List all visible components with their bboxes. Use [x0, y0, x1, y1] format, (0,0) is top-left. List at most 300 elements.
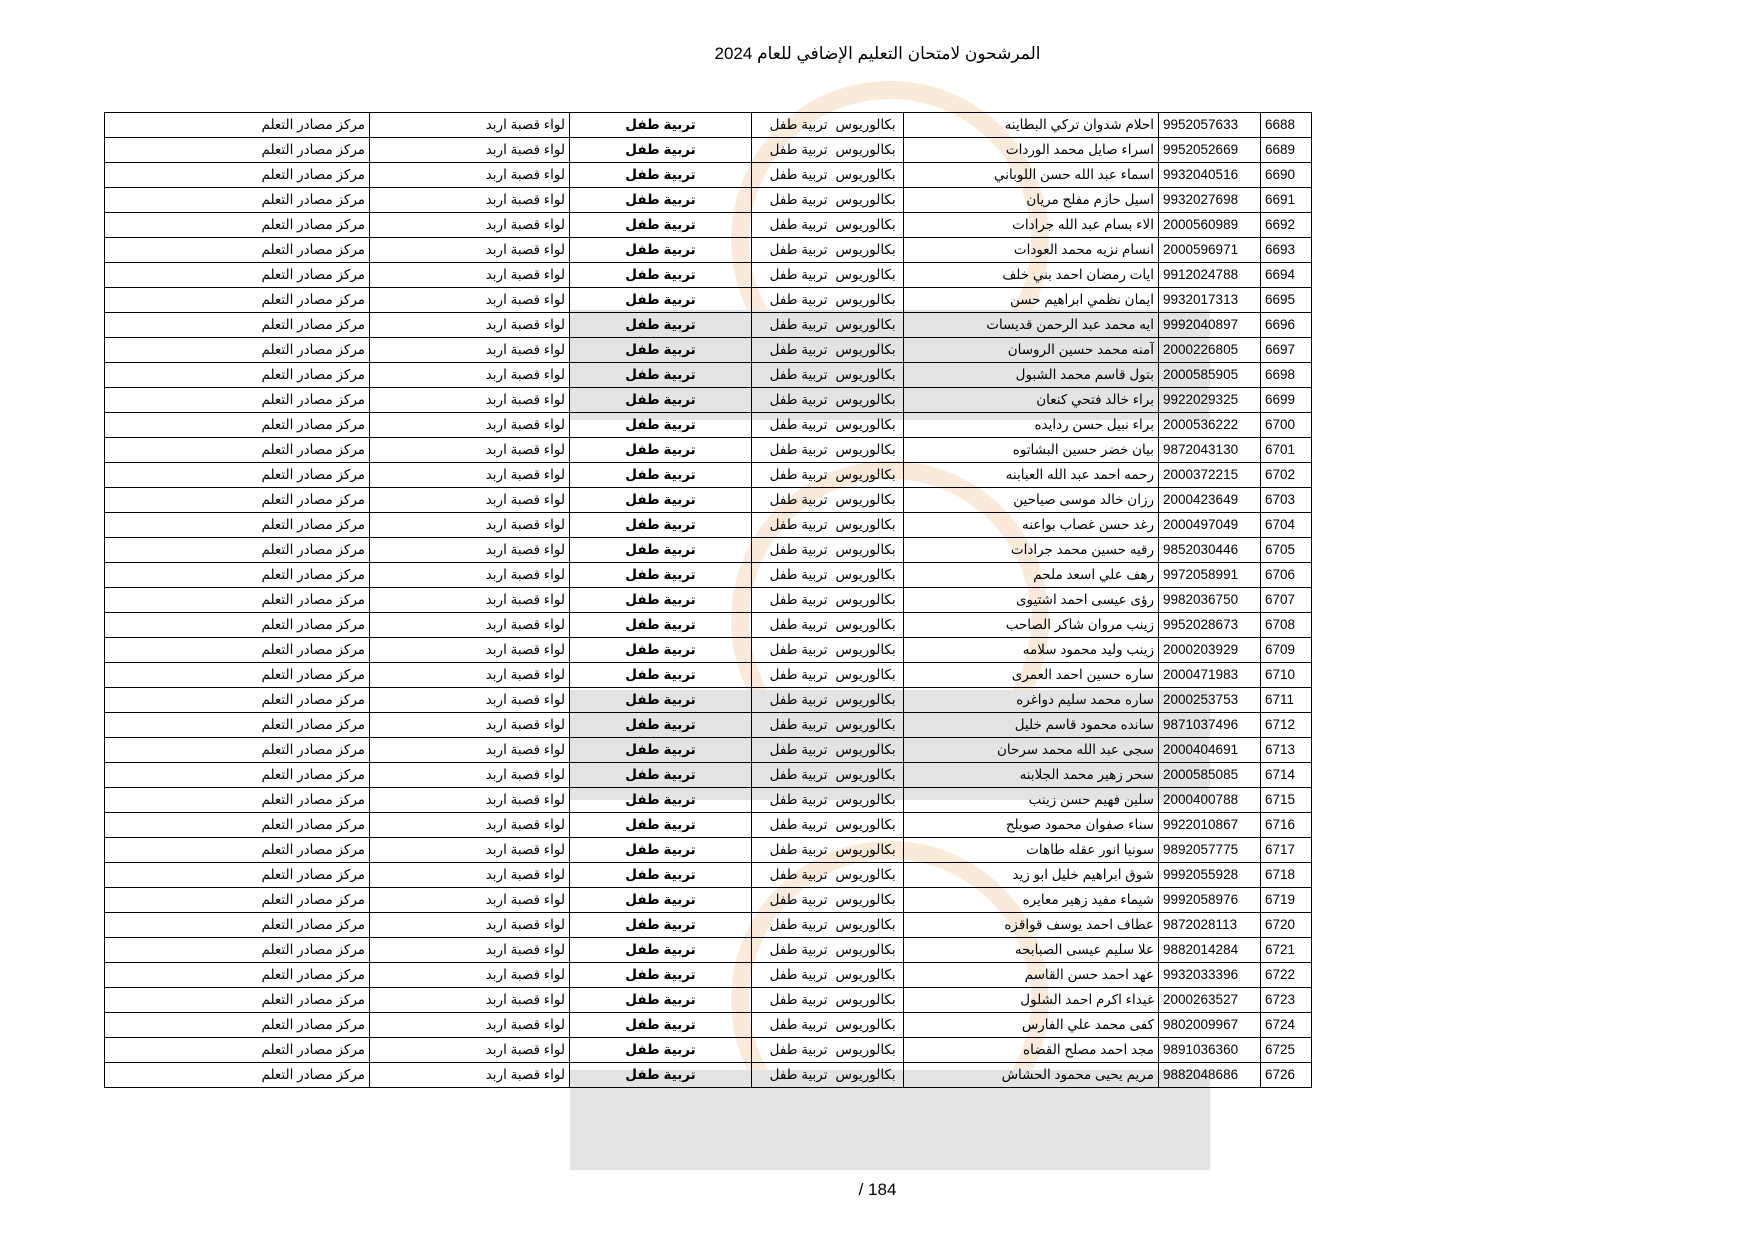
cell-district: لواء قصبة اربد: [370, 338, 570, 363]
cell-num: 6715: [1261, 788, 1312, 813]
cell-center: مركز مصادر التعلم: [105, 138, 370, 163]
cell-name: غيداء اكرم احمد الشلول: [904, 988, 1159, 1013]
cell-degree: بكالوريوس: [832, 763, 904, 788]
cell-major: تربية طفل: [752, 888, 832, 913]
cell-num: 6703: [1261, 488, 1312, 513]
cell-seat: 2000585085: [1159, 763, 1261, 788]
cell-seat: 9952052669: [1159, 138, 1261, 163]
cell-degree: بكالوريوس: [832, 813, 904, 838]
cell-major: تربية طفل: [752, 363, 832, 388]
cell-spec: تربية طفل: [570, 638, 752, 663]
cell-major: تربية طفل: [752, 238, 832, 263]
cell-num: 6702: [1261, 463, 1312, 488]
cell-major: تربية طفل: [752, 763, 832, 788]
cell-seat: 9972058991: [1159, 563, 1261, 588]
cell-spec: تربية طفل: [570, 263, 752, 288]
cell-spec: تربية طفل: [570, 338, 752, 363]
cell-degree: بكالوريوس: [832, 288, 904, 313]
candidates-table: [104, 112, 1312, 1088]
table-row: [105, 288, 1312, 313]
cell-seat: 9891036360: [1159, 1038, 1261, 1063]
cell-num: 6723: [1261, 988, 1312, 1013]
table-row: [105, 338, 1312, 363]
cell-district: لواء قصبة اربد: [370, 1013, 570, 1038]
cell-spec: تربية طفل: [570, 563, 752, 588]
cell-degree: بكالوريوس: [832, 1013, 904, 1038]
cell-district: لواء قصبة اربد: [370, 963, 570, 988]
cell-center: مركز مصادر التعلم: [105, 863, 370, 888]
cell-district: لواء قصبة اربد: [370, 563, 570, 588]
table-row: [105, 763, 1312, 788]
cell-spec: تربية طفل: [570, 838, 752, 863]
cell-district: لواء قصبة اربد: [370, 538, 570, 563]
cell-seat: 9882014284: [1159, 938, 1261, 963]
cell-district: لواء قصبة اربد: [370, 863, 570, 888]
cell-seat: 2000423649: [1159, 488, 1261, 513]
cell-spec: تربية طفل: [570, 588, 752, 613]
cell-name: اسيل حازم مفلح مريان: [904, 188, 1159, 213]
cell-name: احلام شدوان تركي البطاينه: [904, 113, 1159, 138]
cell-num: 6693: [1261, 238, 1312, 263]
cell-center: مركز مصادر التعلم: [105, 538, 370, 563]
cell-district: لواء قصبة اربد: [370, 138, 570, 163]
cell-spec: تربية طفل: [570, 463, 752, 488]
cell-center: مركز مصادر التعلم: [105, 1013, 370, 1038]
cell-district: لواء قصبة اربد: [370, 263, 570, 288]
cell-major: تربية طفل: [752, 288, 832, 313]
cell-num: 6719: [1261, 888, 1312, 913]
cell-district: لواء قصبة اربد: [370, 313, 570, 338]
cell-major: تربية طفل: [752, 913, 832, 938]
cell-spec: تربية طفل: [570, 1063, 752, 1088]
cell-seat: 9932040516: [1159, 163, 1261, 188]
cell-district: لواء قصبة اربد: [370, 113, 570, 138]
cell-spec: تربية طفل: [570, 763, 752, 788]
cell-name: سجى عبد الله محمد سرحان: [904, 738, 1159, 763]
cell-spec: تربية طفل: [570, 963, 752, 988]
table-row: [105, 613, 1312, 638]
cell-num: 6709: [1261, 638, 1312, 663]
cell-spec: تربية طفل: [570, 413, 752, 438]
cell-num: 6698: [1261, 363, 1312, 388]
cell-seat: 9932027698: [1159, 188, 1261, 213]
cell-center: مركز مصادر التعلم: [105, 813, 370, 838]
cell-seat: 9882048686: [1159, 1063, 1261, 1088]
cell-name: اسراء صايل محمد الوردات: [904, 138, 1159, 163]
cell-degree: بكالوريوس: [832, 1038, 904, 1063]
table-row: [105, 438, 1312, 463]
cell-district: لواء قصبة اربد: [370, 1038, 570, 1063]
cell-degree: بكالوريوس: [832, 888, 904, 913]
cell-degree: بكالوريوس: [832, 313, 904, 338]
cell-center: مركز مصادر التعلم: [105, 1038, 370, 1063]
cell-center: مركز مصادر التعلم: [105, 463, 370, 488]
cell-num: 6689: [1261, 138, 1312, 163]
cell-major: تربية طفل: [752, 838, 832, 863]
cell-degree: بكالوريوس: [832, 538, 904, 563]
cell-num: 6700: [1261, 413, 1312, 438]
cell-major: تربية طفل: [752, 613, 832, 638]
cell-district: لواء قصبة اربد: [370, 213, 570, 238]
cell-name: شوق ابراهيم خليل ابو زيد: [904, 863, 1159, 888]
cell-degree: بكالوريوس: [832, 238, 904, 263]
cell-num: 6720: [1261, 913, 1312, 938]
table-row: [105, 513, 1312, 538]
cell-center: مركز مصادر التعلم: [105, 963, 370, 988]
table-row: [105, 488, 1312, 513]
table-row: [105, 113, 1312, 138]
cell-major: تربية طفل: [752, 938, 832, 963]
cell-spec: تربية طفل: [570, 113, 752, 138]
cell-major: تربية طفل: [752, 113, 832, 138]
cell-major: تربية طفل: [752, 863, 832, 888]
cell-seat: 9892057775: [1159, 838, 1261, 863]
cell-num: 6706: [1261, 563, 1312, 588]
cell-name: رزان خالد موسى صياحين: [904, 488, 1159, 513]
cell-name: ايات رمضان احمد بني خلف: [904, 263, 1159, 288]
cell-spec: تربية طفل: [570, 738, 752, 763]
cell-center: مركز مصادر التعلم: [105, 113, 370, 138]
cell-district: لواء قصبة اربد: [370, 488, 570, 513]
cell-spec: تربية طفل: [570, 488, 752, 513]
cell-degree: بكالوريوس: [832, 213, 904, 238]
cell-spec: تربية طفل: [570, 613, 752, 638]
cell-major: تربية طفل: [752, 263, 832, 288]
cell-name: سناء صفوان محمود صويلح: [904, 813, 1159, 838]
cell-spec: تربية طفل: [570, 813, 752, 838]
cell-seat: 9922029325: [1159, 388, 1261, 413]
cell-spec: تربية طفل: [570, 138, 752, 163]
cell-degree: بكالوريوس: [832, 463, 904, 488]
cell-name: سحر زهير محمد الجلابنه: [904, 763, 1159, 788]
cell-center: مركز مصادر التعلم: [105, 713, 370, 738]
cell-spec: تربية طفل: [570, 988, 752, 1013]
cell-spec: تربية طفل: [570, 438, 752, 463]
cell-district: لواء قصبة اربد: [370, 988, 570, 1013]
cell-name: براء خالد فتحي كنعان: [904, 388, 1159, 413]
cell-seat: 2000203929: [1159, 638, 1261, 663]
cell-district: لواء قصبة اربد: [370, 588, 570, 613]
cell-major: تربية طفل: [752, 313, 832, 338]
cell-name: اسماء عبد الله حسن اللوباني: [904, 163, 1159, 188]
cell-district: لواء قصبة اربد: [370, 738, 570, 763]
cell-district: لواء قصبة اربد: [370, 713, 570, 738]
cell-name: مريم يحيى محمود الحشاش: [904, 1063, 1159, 1088]
cell-seat: 9852030446: [1159, 538, 1261, 563]
cell-degree: بكالوريوس: [832, 788, 904, 813]
cell-degree: بكالوريوس: [832, 863, 904, 888]
cell-district: لواء قصبة اربد: [370, 813, 570, 838]
cell-district: لواء قصبة اربد: [370, 438, 570, 463]
cell-major: تربية طفل: [752, 213, 832, 238]
cell-center: مركز مصادر التعلم: [105, 188, 370, 213]
cell-major: تربية طفل: [752, 663, 832, 688]
cell-major: تربية طفل: [752, 513, 832, 538]
cell-major: تربية طفل: [752, 388, 832, 413]
table-row: [105, 688, 1312, 713]
cell-center: مركز مصادر التعلم: [105, 988, 370, 1013]
cell-name: مجد احمد مصلح القضاه: [904, 1038, 1159, 1063]
cell-spec: تربية طفل: [570, 213, 752, 238]
cell-seat: 9952028673: [1159, 613, 1261, 638]
cell-seat: 2000400788: [1159, 788, 1261, 813]
table-row: [105, 138, 1312, 163]
cell-seat: 2000263527: [1159, 988, 1261, 1013]
cell-center: مركز مصادر التعلم: [105, 1063, 370, 1088]
cell-num: 6694: [1261, 263, 1312, 288]
cell-degree: بكالوريوس: [832, 363, 904, 388]
table-row: [105, 463, 1312, 488]
cell-num: 6718: [1261, 863, 1312, 888]
cell-center: مركز مصادر التعلم: [105, 388, 370, 413]
cell-seat: 9912024788: [1159, 263, 1261, 288]
cell-num: 6716: [1261, 813, 1312, 838]
cell-name: رهف علي اسعد ملحم: [904, 563, 1159, 588]
cell-district: لواء قصبة اربد: [370, 388, 570, 413]
table-row: [105, 913, 1312, 938]
cell-district: لواء قصبة اربد: [370, 413, 570, 438]
cell-major: تربية طفل: [752, 788, 832, 813]
cell-seat: 9932033396: [1159, 963, 1261, 988]
cell-seat: 9992058976: [1159, 888, 1261, 913]
cell-major: تربية طفل: [752, 988, 832, 1013]
cell-seat: 9982036750: [1159, 588, 1261, 613]
cell-district: لواء قصبة اربد: [370, 838, 570, 863]
cell-name: رغد حسن غصاب بواعنه: [904, 513, 1159, 538]
table-row: [105, 863, 1312, 888]
cell-name: سلين فهيم حسن زينب: [904, 788, 1159, 813]
table-row: [105, 663, 1312, 688]
cell-spec: تربية طفل: [570, 188, 752, 213]
cell-spec: تربية طفل: [570, 363, 752, 388]
cell-spec: تربية طفل: [570, 938, 752, 963]
cell-num: 6725: [1261, 1038, 1312, 1063]
cell-spec: تربية طفل: [570, 713, 752, 738]
cell-degree: بكالوريوس: [832, 413, 904, 438]
cell-center: مركز مصادر التعلم: [105, 938, 370, 963]
cell-district: لواء قصبة اربد: [370, 763, 570, 788]
cell-major: تربية طفل: [752, 638, 832, 663]
cell-center: مركز مصادر التعلم: [105, 413, 370, 438]
cell-seat: 9992040897: [1159, 313, 1261, 338]
cell-degree: بكالوريوس: [832, 663, 904, 688]
cell-num: 6701: [1261, 438, 1312, 463]
cell-seat: 9872028113: [1159, 913, 1261, 938]
cell-spec: تربية طفل: [570, 513, 752, 538]
cell-center: مركز مصادر التعلم: [105, 238, 370, 263]
table-row: [105, 363, 1312, 388]
cell-spec: تربية طفل: [570, 538, 752, 563]
cell-name: سونيا انور عقله طاهات: [904, 838, 1159, 863]
cell-name: علا سليم عيسى الصبابحه: [904, 938, 1159, 963]
cell-seat: 9932017313: [1159, 288, 1261, 313]
cell-major: تربية طفل: [752, 588, 832, 613]
table-row: [105, 588, 1312, 613]
cell-degree: بكالوريوس: [832, 138, 904, 163]
cell-district: لواء قصبة اربد: [370, 188, 570, 213]
cell-num: 6697: [1261, 338, 1312, 363]
cell-name: رحمه احمد عبد الله العبابنه: [904, 463, 1159, 488]
cell-num: 6717: [1261, 838, 1312, 863]
cell-center: مركز مصادر التعلم: [105, 163, 370, 188]
cell-name: سانده محمود قاسم خليل: [904, 713, 1159, 738]
cell-num: 6690: [1261, 163, 1312, 188]
cell-center: مركز مصادر التعلم: [105, 213, 370, 238]
table-row: [105, 538, 1312, 563]
cell-name: انسام نزيه محمد العودات: [904, 238, 1159, 263]
cell-degree: بكالوريوس: [832, 188, 904, 213]
cell-name: بيان خضر حسين البشاتوه: [904, 438, 1159, 463]
cell-num: 6722: [1261, 963, 1312, 988]
cell-name: عهد احمد حسن القاسم: [904, 963, 1159, 988]
cell-spec: تربية طفل: [570, 863, 752, 888]
cell-district: لواء قصبة اربد: [370, 513, 570, 538]
cell-degree: بكالوريوس: [832, 488, 904, 513]
cell-seat: 2000560989: [1159, 213, 1261, 238]
cell-seat: 9872043130: [1159, 438, 1261, 463]
cell-major: تربية طفل: [752, 1013, 832, 1038]
page-number: / 184: [858, 1180, 897, 1199]
cell-spec: تربية طفل: [570, 688, 752, 713]
cell-name: بتول قاسم محمد الشبول: [904, 363, 1159, 388]
cell-spec: تربية طفل: [570, 238, 752, 263]
cell-degree: بكالوريوس: [832, 988, 904, 1013]
cell-district: لواء قصبة اربد: [370, 688, 570, 713]
cell-district: لواء قصبة اربد: [370, 888, 570, 913]
cell-major: تربية طفل: [752, 713, 832, 738]
cell-district: لواء قصبة اربد: [370, 163, 570, 188]
cell-center: مركز مصادر التعلم: [105, 338, 370, 363]
cell-center: مركز مصادر التعلم: [105, 888, 370, 913]
cell-center: مركز مصادر التعلم: [105, 913, 370, 938]
cell-num: 6699: [1261, 388, 1312, 413]
cell-num: 6712: [1261, 713, 1312, 738]
cell-spec: تربية طفل: [570, 288, 752, 313]
table-row: [105, 263, 1312, 288]
cell-name: الاء بسام عبد الله جرادات: [904, 213, 1159, 238]
table-row: [105, 413, 1312, 438]
cell-spec: تربية طفل: [570, 888, 752, 913]
cell-seat: 9952057633: [1159, 113, 1261, 138]
cell-seat: 2000226805: [1159, 338, 1261, 363]
cell-major: تربية طفل: [752, 1063, 832, 1088]
table-row: [105, 563, 1312, 588]
cell-major: تربية طفل: [752, 438, 832, 463]
cell-degree: بكالوريوس: [832, 113, 904, 138]
cell-num: 6710: [1261, 663, 1312, 688]
cell-center: مركز مصادر التعلم: [105, 263, 370, 288]
cell-degree: بكالوريوس: [832, 338, 904, 363]
cell-name: زينب مروان شاكر الصاحب: [904, 613, 1159, 638]
table-row: [105, 388, 1312, 413]
cell-degree: بكالوريوس: [832, 588, 904, 613]
cell-center: مركز مصادر التعلم: [105, 738, 370, 763]
cell-degree: بكالوريوس: [832, 163, 904, 188]
cell-degree: بكالوريوس: [832, 263, 904, 288]
cell-name: رقيه حسين محمد جرادات: [904, 538, 1159, 563]
cell-name: ايه محمد عبد الرحمن قديسات: [904, 313, 1159, 338]
cell-name: ايمان نظمي ابراهيم حسن: [904, 288, 1159, 313]
cell-seat: 2000497049: [1159, 513, 1261, 538]
cell-center: مركز مصادر التعلم: [105, 763, 370, 788]
table-row: [105, 738, 1312, 763]
table-row: [105, 313, 1312, 338]
cell-num: 6726: [1261, 1063, 1312, 1088]
cell-district: لواء قصبة اربد: [370, 663, 570, 688]
table-row: [105, 638, 1312, 663]
cell-degree: بكالوريوس: [832, 688, 904, 713]
table-row: [105, 938, 1312, 963]
cell-spec: تربية طفل: [570, 313, 752, 338]
cell-center: مركز مصادر التعلم: [105, 613, 370, 638]
cell-spec: تربية طفل: [570, 788, 752, 813]
cell-seat: 2000372215: [1159, 463, 1261, 488]
cell-seat: 9922010867: [1159, 813, 1261, 838]
cell-major: تربية طفل: [752, 138, 832, 163]
cell-degree: بكالوريوس: [832, 1063, 904, 1088]
table-row: [105, 163, 1312, 188]
cell-spec: تربية طفل: [570, 1013, 752, 1038]
cell-center: مركز مصادر التعلم: [105, 363, 370, 388]
cell-seat: 9871037496: [1159, 713, 1261, 738]
cell-major: تربية طفل: [752, 963, 832, 988]
cell-seat: 2000404691: [1159, 738, 1261, 763]
cell-name: كفى محمد علي الفارس: [904, 1013, 1159, 1038]
cell-degree: بكالوريوس: [832, 638, 904, 663]
cell-district: لواء قصبة اربد: [370, 638, 570, 663]
cell-spec: تربية طفل: [570, 663, 752, 688]
cell-num: 6714: [1261, 763, 1312, 788]
cell-num: 6692: [1261, 213, 1312, 238]
cell-name: زينب وليد محمود سلامه: [904, 638, 1159, 663]
cell-district: لواء قصبة اربد: [370, 288, 570, 313]
cell-center: مركز مصادر التعلم: [105, 663, 370, 688]
cell-center: مركز مصادر التعلم: [105, 563, 370, 588]
table-row: [105, 188, 1312, 213]
cell-degree: بكالوريوس: [832, 713, 904, 738]
table-row: [105, 788, 1312, 813]
cell-name: ساره محمد سليم دواغره: [904, 688, 1159, 713]
cell-degree: بكالوريوس: [832, 838, 904, 863]
cell-name: رؤى عيسى احمد اشتيوى: [904, 588, 1159, 613]
cell-center: مركز مصادر التعلم: [105, 788, 370, 813]
cell-district: لواء قصبة اربد: [370, 238, 570, 263]
table-row: [105, 963, 1312, 988]
cell-center: مركز مصادر التعلم: [105, 313, 370, 338]
cell-name: ساره حسين احمد العمرى: [904, 663, 1159, 688]
cell-district: لواء قصبة اربد: [370, 613, 570, 638]
cell-name: براء نبيل حسن ردايده: [904, 413, 1159, 438]
cell-district: لواء قصبة اربد: [370, 363, 570, 388]
cell-district: لواء قصبة اربد: [370, 788, 570, 813]
cell-major: تربية طفل: [752, 463, 832, 488]
cell-num: 6721: [1261, 938, 1312, 963]
cell-center: مركز مصادر التعلم: [105, 513, 370, 538]
cell-num: 6696: [1261, 313, 1312, 338]
cell-num: 6695: [1261, 288, 1312, 313]
cell-spec: تربية طفل: [570, 913, 752, 938]
cell-degree: بكالوريوس: [832, 563, 904, 588]
cell-seat: 2000536222: [1159, 413, 1261, 438]
cell-seat: 2000585905: [1159, 363, 1261, 388]
cell-degree: بكالوريوس: [832, 388, 904, 413]
cell-district: لواء قصبة اربد: [370, 463, 570, 488]
cell-degree: بكالوريوس: [832, 913, 904, 938]
cell-spec: تربية طفل: [570, 1038, 752, 1063]
cell-major: تربية طفل: [752, 1038, 832, 1063]
cell-degree: بكالوريوس: [832, 963, 904, 988]
cell-major: تربية طفل: [752, 688, 832, 713]
